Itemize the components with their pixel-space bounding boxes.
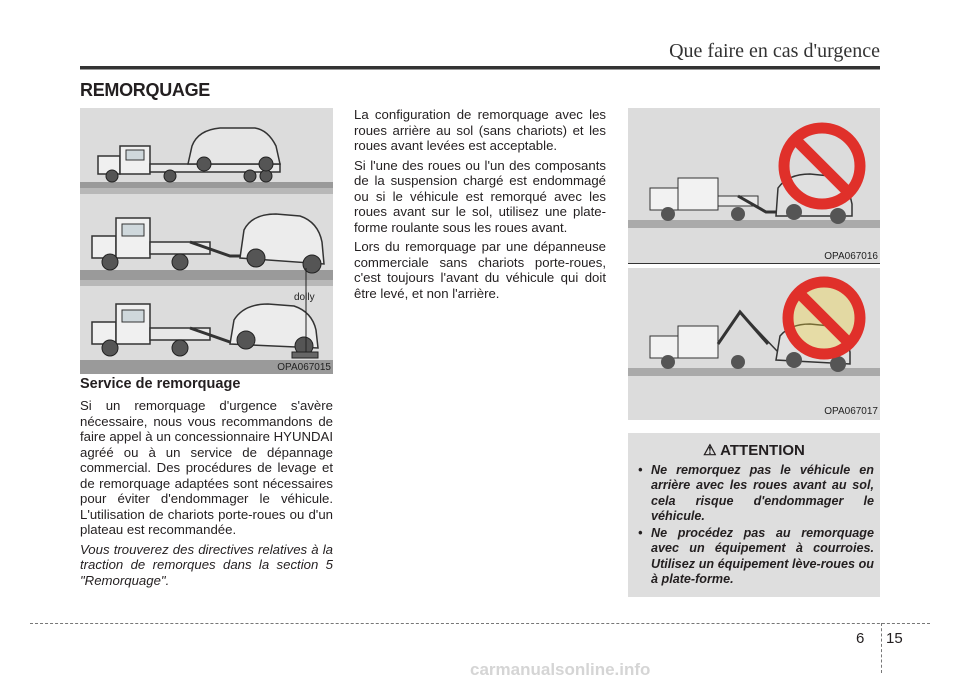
page-number: 15 xyxy=(886,630,903,647)
attention-title: ATTENTION xyxy=(720,442,805,459)
service-heading: Service de remorquage xyxy=(80,376,241,392)
page-number-separator xyxy=(881,623,882,673)
attention-heading xyxy=(628,441,880,459)
bullet-icon: • xyxy=(638,463,643,477)
middle-paragraph-2: Si l'une des roues ou l'un des composants de la suspension chargé est endommagé ou si le véhicule est remorqué avec les roues avant sur le sol, utilisez une plate-forme roulante sous les roues avant. xyxy=(354,157,606,235)
attention-item-text: Ne remorquez pas le véhicule en arrière avec les roues avant au sol, cela risque d'endommager le véhicule. xyxy=(651,463,874,523)
prohibited-towing-figure-2 xyxy=(628,268,880,420)
header-rule-thin xyxy=(80,69,880,70)
prohibited-strap-towing-illustration xyxy=(628,268,880,420)
service-note: Vous trouverez des directives relatives à la traction de remorques dans la section 5 "Remorquage". xyxy=(80,541,333,588)
dolly-label: dolly xyxy=(294,292,315,303)
prohibited-towing-figure-1 xyxy=(628,108,880,263)
figure-divider xyxy=(628,263,880,264)
section-number: 6 xyxy=(856,630,865,647)
section-title: REMORQUAGE xyxy=(80,80,211,100)
middle-paragraph-3: Lors du remorquage par une dépanneuse commerciale sans chariots porte-roues, c'est toujours l'avant du véhicule qui doit être levé, et non l'arrière. xyxy=(354,239,606,301)
figure-caption-bottom-right: OPA067017 xyxy=(824,406,878,417)
towing-methods-figure xyxy=(80,108,333,374)
attention-list xyxy=(638,463,874,589)
prohibited-rear-lift-illustration xyxy=(628,108,880,263)
footer-rule xyxy=(30,623,930,624)
attention-box xyxy=(628,433,880,597)
middle-column-text xyxy=(354,107,606,305)
towing-methods-illustration xyxy=(80,108,333,374)
watermark: carmanualsonline.info xyxy=(470,660,651,679)
chapter-title: Que faire en cas d'urgence xyxy=(669,40,880,62)
bullet-icon: • xyxy=(638,526,643,541)
figure-caption-top-right: OPA067016 xyxy=(824,251,878,262)
service-body xyxy=(80,398,333,592)
figure-caption-left: OPA067015 xyxy=(277,362,331,373)
attention-item xyxy=(638,526,874,587)
warning-triangle-icon: ⚠ xyxy=(703,442,717,459)
attention-item-text: Ne procédez pas au remorquage avec un équipement à courroies. Utilisez un équipement lève-roues ou à plate-forme. xyxy=(651,526,874,587)
attention-item xyxy=(638,463,874,524)
service-paragraph: Si un remorquage d'urgence s'avère nécessaire, nous vous recommandons de faire appel à un concessionnaire HYUNDAI agréé ou à un service de dépannage commercial. Des procédures de levage et de remorquage adaptées sont nécessaires pour éviter d'endommager le véhicule. L'utilisation de chariots porte-roues ou d'un plateau est recommandée. xyxy=(80,398,333,537)
middle-paragraph-1: La configuration de remorquage avec les roues arrière au sol (sans chariots) et les roues avant levées est acceptable. xyxy=(354,107,606,153)
